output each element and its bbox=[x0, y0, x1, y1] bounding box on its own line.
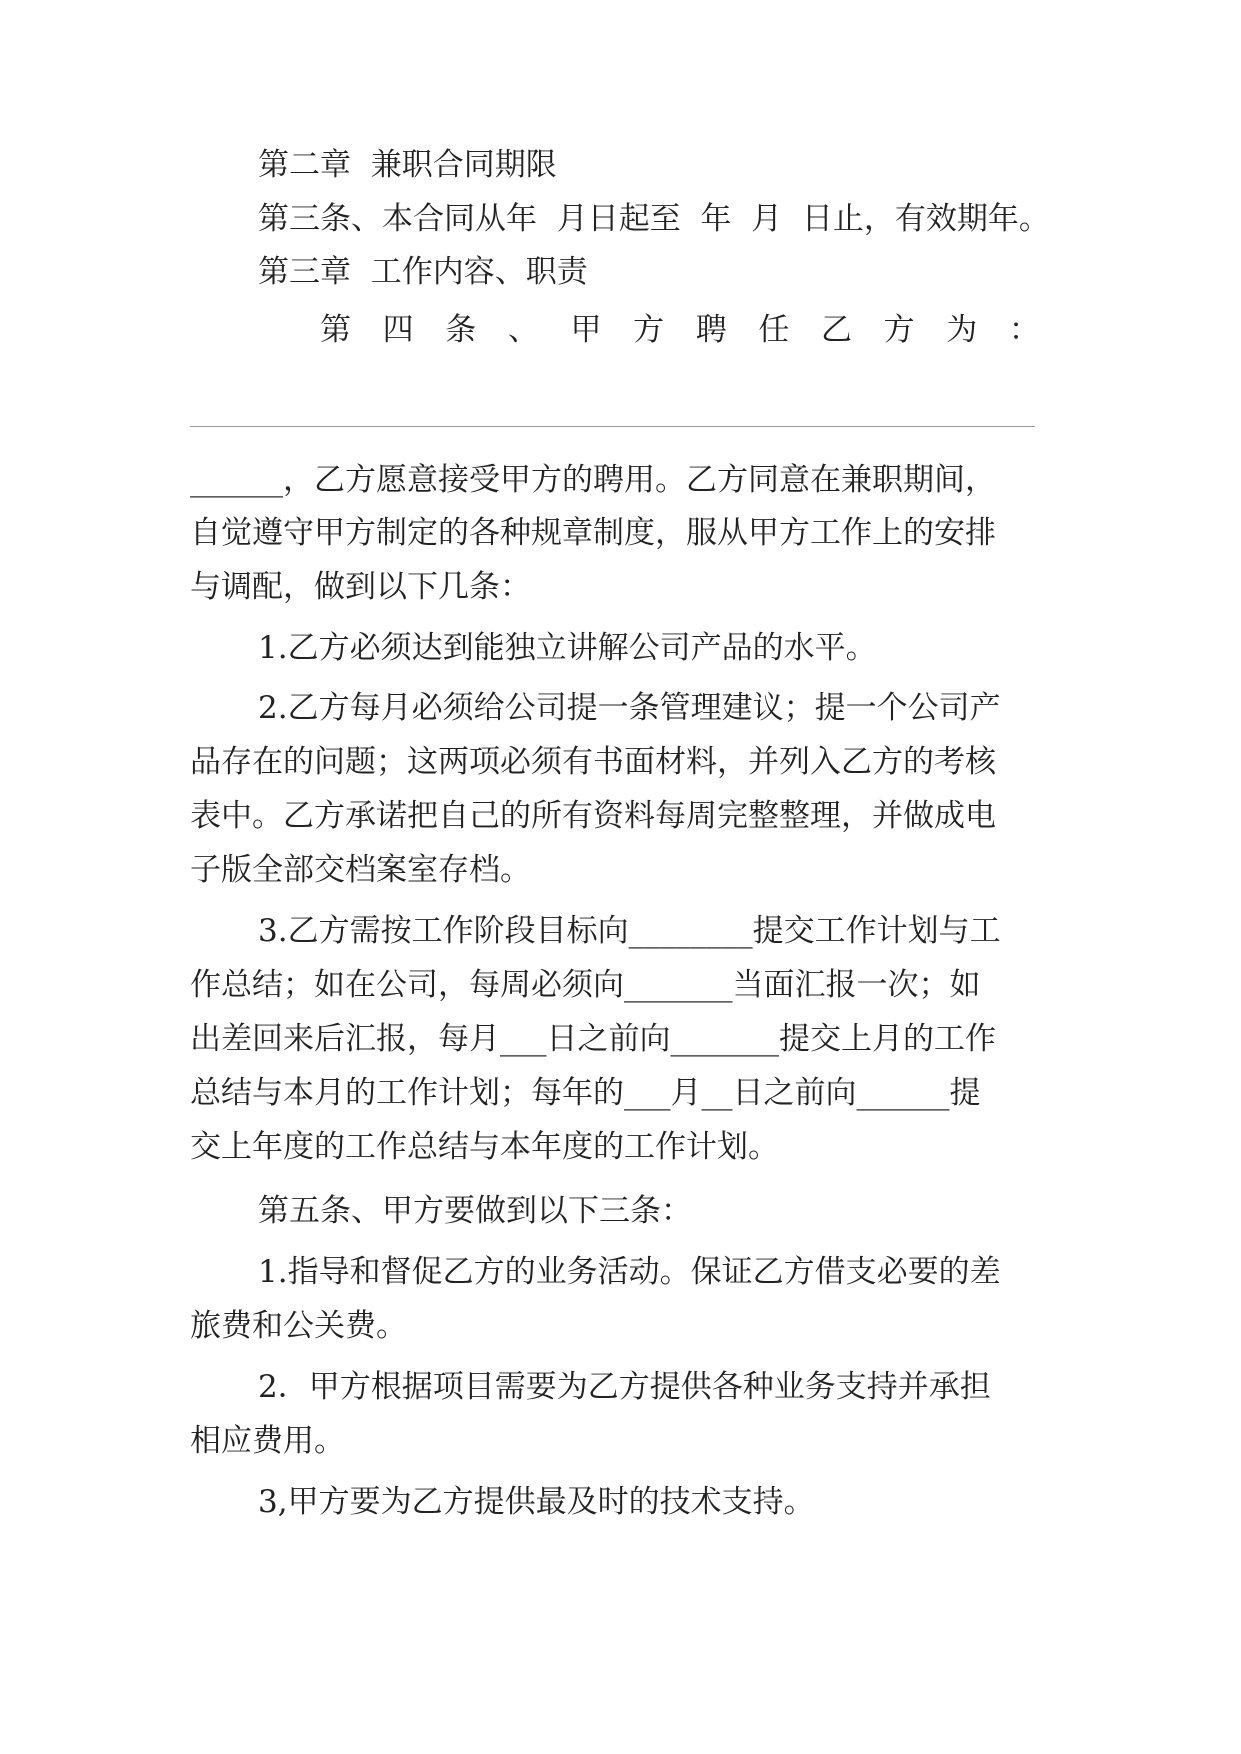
article-4-char: 方 bbox=[883, 312, 915, 348]
duty-1-line: 1.指导和督促乙方的业务活动。保证乙方借支必要的差 bbox=[258, 1254, 1001, 1290]
chapter-3-heading: 第三章 工作内容、职责 bbox=[258, 254, 588, 290]
article-4-char: 条 bbox=[445, 312, 477, 348]
item-2-line: 2.乙方每月必须给公司提一条管理建议；提一个公司产 bbox=[258, 690, 1001, 726]
article-5: 第五条、甲方要做到以下三条： bbox=[258, 1193, 692, 1229]
article-4-char: ： bbox=[1008, 312, 1040, 348]
item-2-line: 子版全部交档案室存档。 bbox=[190, 852, 531, 888]
article-4-heading bbox=[320, 310, 1040, 350]
duty-2-line: 相应费用。 bbox=[190, 1423, 345, 1459]
item-1: 1.乙方必须达到能独立讲解公司产品的水平。 bbox=[258, 630, 877, 666]
item-3-line: 交上年度的工作总结与本年度的工作计划。 bbox=[190, 1129, 779, 1165]
article-4-char: 乙 bbox=[821, 312, 852, 348]
duty-3: 3,甲方要为乙方提供最及时的技术支持。 bbox=[258, 1484, 815, 1520]
paragraph-1-line: 自觉遵守甲方制定的各种规章制度，服从甲方工作上的安排 bbox=[190, 515, 996, 551]
article-4-char: 、 bbox=[507, 312, 539, 348]
item-2-line: 表中。乙方承诺把自己的所有资料每周完整整理，并做成电 bbox=[190, 798, 996, 834]
article-3: 第三条、本合同从年 月日起至 年 月 日止，有效期年。 bbox=[258, 201, 1050, 237]
article-4-char: 四 bbox=[382, 312, 414, 348]
item-3-line: 3.乙方需按工作阶段目标向________提交工作计划与工 bbox=[258, 913, 1001, 949]
paragraph-1-line: 与调配，做到以下几条： bbox=[190, 569, 531, 605]
article-4-char: 第 bbox=[320, 312, 351, 348]
duty-1-line: 旅费和公关费。 bbox=[190, 1308, 407, 1344]
article-4-char: 任 bbox=[758, 312, 790, 348]
item-2-line: 品存在的问题；这两项必须有书面材料，并列入乙方的考核 bbox=[190, 744, 996, 780]
chapter-2-heading: 第二章 兼职合同期限 bbox=[258, 147, 557, 183]
item-3-line: 作总结；如在公司，每周必须向_______当面汇报一次；如 bbox=[190, 967, 981, 1003]
article-4-char: 为 bbox=[946, 312, 978, 348]
fill-in-blank-line bbox=[190, 426, 1035, 427]
paragraph-1-line: ______，乙方愿意接受甲方的聘用。乙方同意在兼职期间， bbox=[190, 462, 996, 498]
duty-2-line: 2．甲方根据项目需要为乙方提供各种业务支持并承担 bbox=[258, 1369, 991, 1405]
article-4-char: 方 bbox=[633, 312, 665, 348]
article-4-char: 聘 bbox=[695, 312, 727, 348]
item-3-line: 出差回来后汇报，每月___日之前向_______提交上月的工作 bbox=[190, 1021, 996, 1057]
item-3-line: 总结与本月的工作计划；每年的___月__日之前向______提 bbox=[190, 1075, 981, 1111]
article-4-char: 甲 bbox=[570, 312, 602, 348]
